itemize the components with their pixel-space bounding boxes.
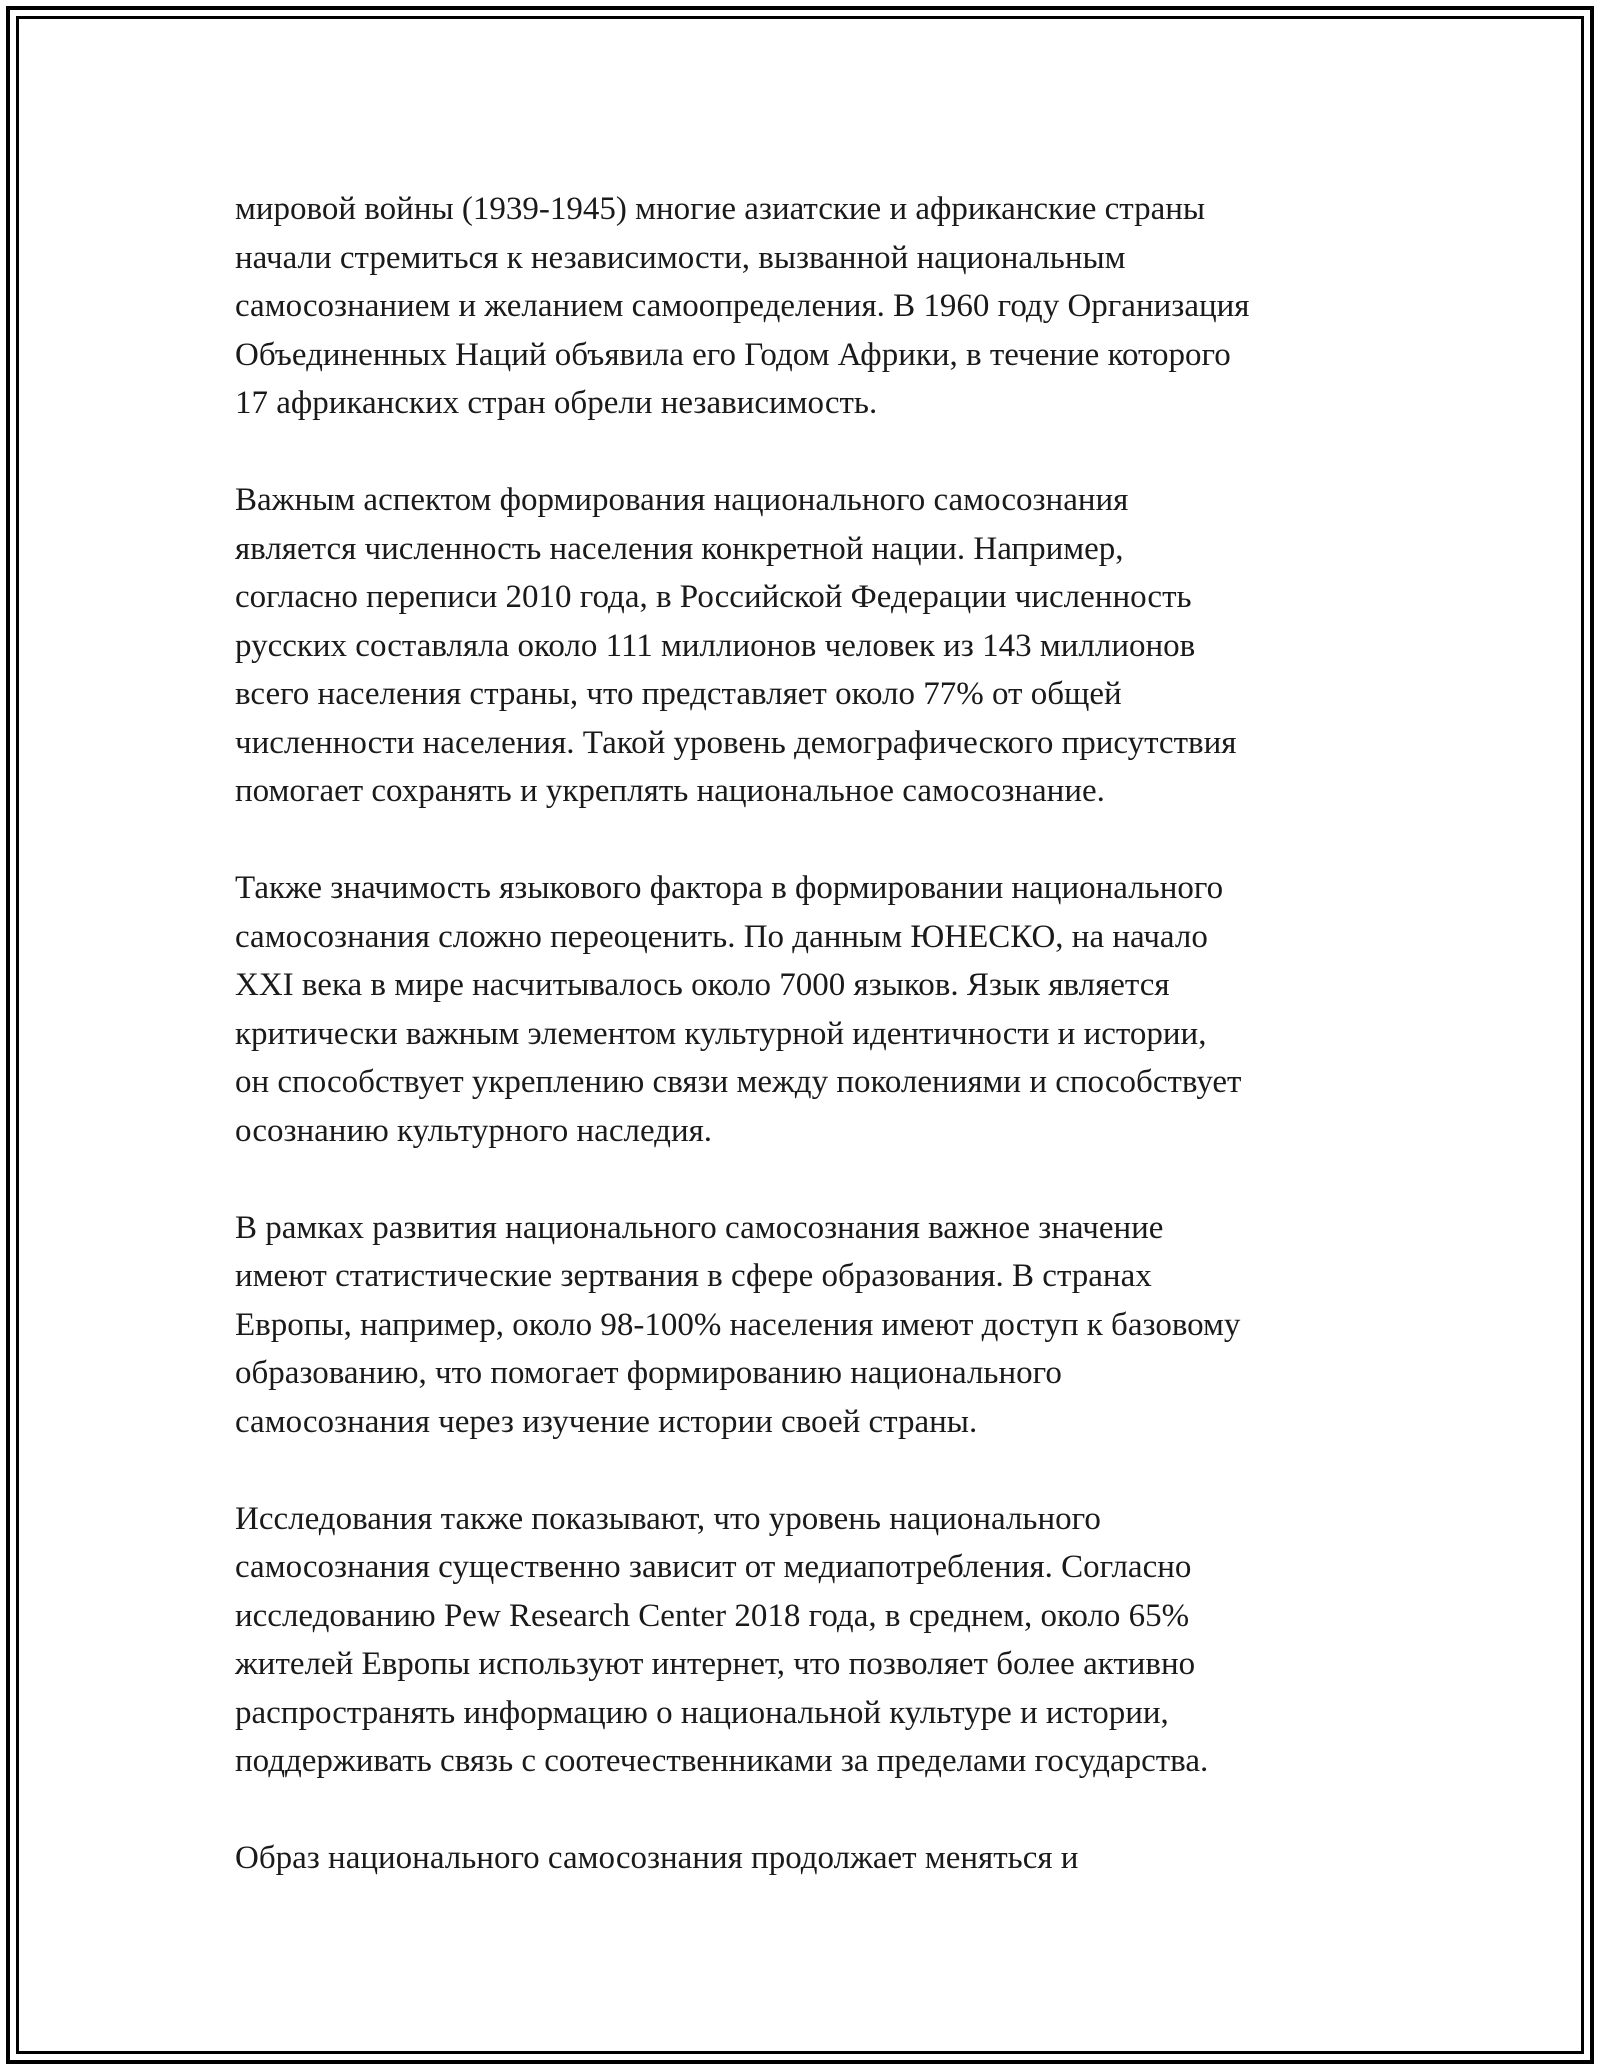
text-line: помогает сохранять и укреплять национальное самосознание.	[235, 773, 1105, 809]
text-line: он способствует укреплению связи между поколениями и способствует	[235, 1064, 1242, 1100]
text-line: образованию, что помогает формированию национального	[235, 1355, 1062, 1391]
text-line: начали стремиться к независимости, вызванной национальным	[235, 239, 1126, 276]
text-line: осознанию культурного наследия.	[235, 1112, 713, 1149]
text-line: всего населения страны, что представляет около 77% от общей	[235, 676, 1122, 712]
text-line: Образ национального самосознания продолжает меняться и	[235, 1840, 1079, 1876]
text-line: самосознанием и желанием самоопределения. В 1960 году Организация	[235, 288, 1250, 324]
text-line: мировой войны (1939-1945) многие азиатские и африканские страны	[235, 191, 1206, 227]
text-line: Исследования также показывают, что уровень национального	[235, 1500, 1101, 1537]
text-line: является численность населения конкретной нации. Например,	[235, 530, 1124, 567]
paragraph-closing	[235, 1834, 1375, 1883]
text-line: самосознания существенно зависит от медиапотребления. Согласно	[235, 1549, 1192, 1585]
text-line: исследованию Pew Research Center 2018 года, в среднем, около 65%	[235, 1597, 1190, 1634]
text-line: поддерживать связь с соотечественниками за пределами государства.	[235, 1743, 1209, 1779]
text-line: критически важным элементом культурной идентичности и истории,	[235, 1015, 1207, 1052]
text-line: В рамках развития национального самосознания важное значение	[235, 1209, 1164, 1246]
paragraph-language	[235, 864, 1375, 1155]
text-line: согласно переписи 2010 года, в Российской Федерации численность	[235, 579, 1192, 615]
text-line: XXI века в мире насчитывалось около 7000 языков. Язык является	[235, 967, 1170, 1003]
text-line: распространять информацию о национальной культуре и истории,	[235, 1694, 1169, 1731]
text-line: Важным аспектом формирования национального самосознания	[235, 482, 1129, 518]
text-line: жителей Европы используют интернет, что позволяет более активно	[235, 1646, 1196, 1682]
text-line: имеют статистические зертвания в сфере образования. В странах	[235, 1258, 1152, 1294]
text-line: 17 африканских стран обрели независимость.	[235, 385, 878, 421]
paragraph-decolonization	[235, 185, 1375, 428]
document-body	[235, 185, 1375, 1931]
text-line: русских составляла около 111 миллионов человек из 143 миллионов	[235, 627, 1196, 664]
paragraph-population	[235, 476, 1375, 816]
text-line: Европы, например, около 98-100% населения имеют доступ к базовому	[235, 1306, 1241, 1343]
text-line: Также значимость языкового фактора в формировании национального	[235, 870, 1224, 906]
text-line: Объединенных Наций объявила его Годом Африки, в течение которого	[235, 336, 1231, 373]
text-line: самосознания сложно переоценить. По данным ЮНЕСКО, на начало	[235, 918, 1208, 955]
text-line: численности населения. Такой уровень демографического присутствия	[235, 724, 1237, 761]
paragraph-media	[235, 1495, 1375, 1786]
paragraph-education	[235, 1204, 1375, 1447]
text-line: самосознания через изучение истории своей страны.	[235, 1403, 978, 1440]
